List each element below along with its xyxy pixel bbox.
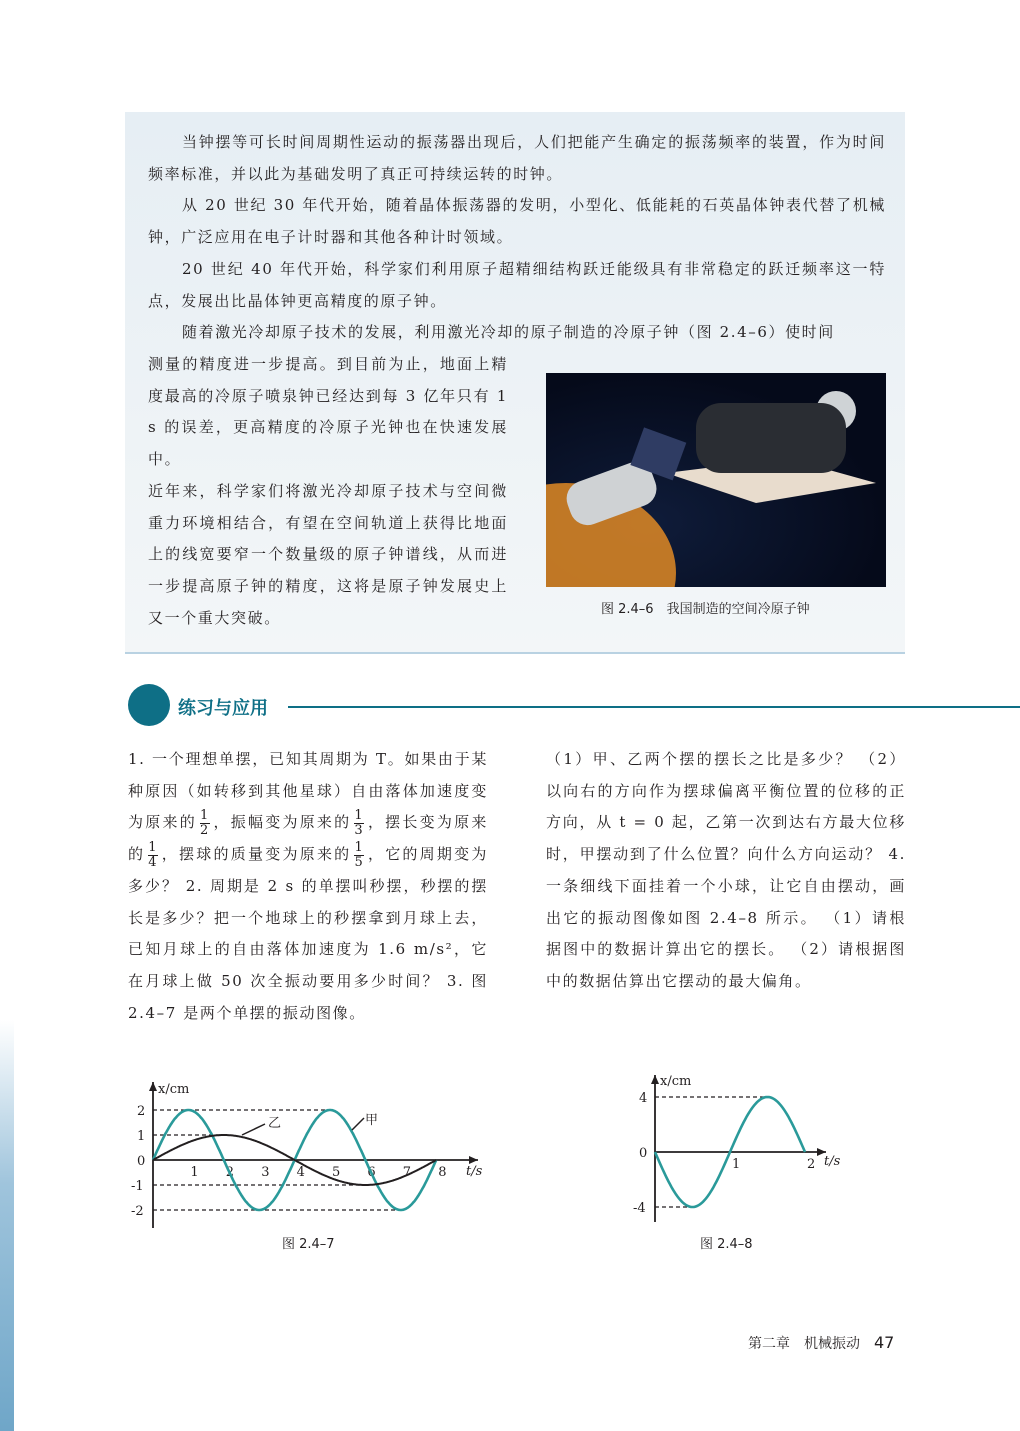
- fraction: $\frac{1}{5}$: [354, 839, 365, 870]
- page-footer: [748, 1333, 894, 1353]
- problem-3: 3. 图 2.4–7 是两个单摆的振动图像。: [128, 971, 488, 1022]
- problem-4-1: （1）请根据图中的数据计算出它的摆长。: [546, 908, 906, 959]
- y-tick-label: 2: [137, 1104, 146, 1119]
- paragraph: 从 20 世纪 30 年代开始，随着晶体振荡器的发明，小型化、低能耗的石英晶体钟表代替了机械钟，广泛应用在电子计时器和其他各种计时领域。: [148, 196, 886, 247]
- problem-3-1: （1）甲、乙两个摆的摆长之比是多少？: [546, 750, 853, 768]
- y-tick-label: 1: [137, 1129, 146, 1144]
- section-title: 练习与应用: [178, 698, 268, 719]
- problem-4: 4. 一条细线下面挂着一个小球，让它自由摆动，画出它的振动图像如图 2.4–8 所示。: [546, 845, 906, 927]
- x-tick-label: 3: [261, 1165, 270, 1180]
- x-tick-label: 5: [332, 1165, 341, 1180]
- x-tick-label: 6: [367, 1165, 376, 1180]
- paragraph: 测量的精度进一步提高。到目前为止，地面上精度最高的冷原子喷泉钟已经达到每 3 亿年只有 1 s 的误差，更高精度的冷原子光钟也在快速发展中。: [148, 355, 508, 469]
- y-tick-label: 0: [639, 1146, 648, 1161]
- x-tick-label: 1: [732, 1157, 741, 1172]
- paragraph: 20 世纪 40 年代开始，科学家们利用原子超精细结构跃迁能级具有非常稳定的跃迁频率这一特点，发展出比晶体钟更高精度的原子钟。: [148, 259, 886, 310]
- y-tick-label: -1: [131, 1179, 144, 1194]
- y-tick-label: 4: [639, 1091, 648, 1106]
- chapter-label: 第二章 机械振动: [748, 1336, 860, 1352]
- problem-3-2: （2）以向右的方向作为摆球偏离平衡位置的位移的正方向，从 t = 0 起，乙第一次到达右方最大位移时，甲摆动到了什么位置？向什么方向运动？: [546, 750, 907, 864]
- page-number: 47: [874, 1333, 895, 1352]
- x-axis-label: t/s: [466, 1164, 483, 1179]
- fraction: $\frac{1}{2}$: [199, 807, 210, 838]
- x-tick-label: 8: [438, 1165, 447, 1180]
- chart-caption: 图 2.4–8: [700, 1237, 753, 1252]
- chart-caption: 图 2.4–7: [282, 1237, 335, 1252]
- series-label: 甲: [365, 1113, 379, 1128]
- y-axis-arrow: [651, 1075, 659, 1084]
- x-tick-label: 7: [402, 1165, 412, 1180]
- y-tick-label: -2: [131, 1204, 144, 1219]
- y-tick-label: 0: [137, 1154, 146, 1169]
- problem-4-2: （2）请根据图中的数据估算出它摆动的最大偏角。: [546, 940, 907, 990]
- y-axis-label: x/cm: [660, 1074, 692, 1089]
- x-tick-label: 2: [225, 1165, 235, 1180]
- x-tick-label: 2: [807, 1157, 816, 1172]
- y-axis-label: x/cm: [158, 1082, 190, 1097]
- series-label: 乙: [268, 1116, 282, 1131]
- paragraph: 当钟摆等可长时间周期性运动的振荡器出现后，人们把能产生确定的振荡频率的装置，作为时间频率标准，并以此为基础发明了真正可持续运转的时钟。: [148, 133, 886, 183]
- y-axis-arrow: [149, 1082, 157, 1091]
- y-tick-label: -4: [633, 1201, 646, 1216]
- problem-2: 2. 周期是 2 s 的单摆叫秒摆，秒摆的摆长是多少？把一个地球上的秒摆拿到月球上去，已知月球上的自由落体加速度为 1.6 m/s²，它在月球上做 50 次全振动要用多少时间？: [128, 876, 488, 990]
- leader-line: [352, 1118, 364, 1130]
- problem-1: 1. 一个理想单摆，已知其周期为 T。如果由于某种原因（如转移到其他星球）自由落体加速度变为原来的 $\frac{1}{2}$ ，振幅变为原来的 $\frac{1}{3}$ ，摆长变为原来的 $\frac{1}{4}$ ，摆球的质量变为原来的 $\frac{1}{5}$ ，它的周期变为多少？: [128, 750, 489, 895]
- leader-line: [242, 1124, 265, 1135]
- x-axis-label: t/s: [824, 1154, 841, 1169]
- x-tick-label: 4: [296, 1165, 305, 1180]
- paragraph: 随着激光冷却原子技术的发展，利用激光冷却的原子制造的冷原子钟（图 2.4–6）使时间: [182, 323, 835, 342]
- paragraph: 近年来，科学家们将激光冷却原子技术与空间微重力环境相结合，有望在空间轨道上获得比地面上的线宽要窄一个数量级的原子钟谱线，从而进一步提高原子钟的精度，这将是原子钟发展史上又一个重大突破。: [148, 481, 508, 627]
- fraction: $\frac{1}{3}$: [354, 807, 365, 838]
- fraction: $\frac{1}{4}$: [148, 839, 159, 870]
- x-axis-arrow: [469, 1156, 478, 1164]
- figure-caption: 图 2.4–6 我国制造的空间冷原子钟: [601, 602, 810, 617]
- x-tick-label: 1: [190, 1165, 199, 1180]
